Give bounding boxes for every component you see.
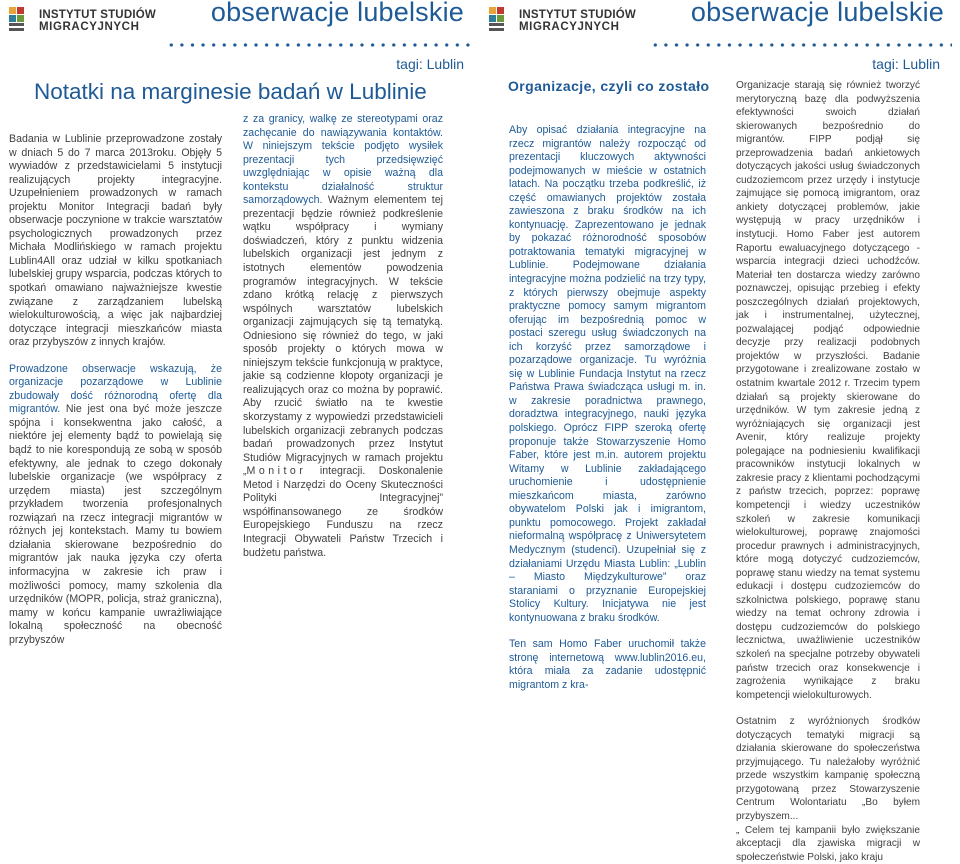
logo-line-1: INSTYTUT STUDIÓW bbox=[519, 9, 636, 21]
paragraph: Organizacje starają się również tworzyć merytoryczną bazę dla podwyższenia efektywności swoich działań skierowanych bezpośrednio do migrantów. FIPP podjął się przeprowadzenia badań ankietowych dotyczących jakości usług świadczonych cudzoziemcom przez urzędy i instytucje zajmujące się pomocą imigrantom, oraz ankiety dotyczącej problemów, jakie występują w pracy urzędników i instytucji. Homo Faber jest autorem Raportu ewaluacyjnego dotyczącego - wsparcia integracji dzieci uchodźców. Materiał ten dostarcza wiedzy zarówno poznawczej, opisując przebieg i efekty poszczególnych działań projektowych, jak i instrumentalnej, użytecznej, pozwalającej podjąć odpowiednie decyzje przy realizacji podobnych projektów w przyszłości. Badanie przygotowane i zrealizowane zostało w ostatnim kwartale 2012 r. Trzecim typem działań są projekty skierowane do urzędników. W tym zakresie jedną z wyróżniających się organizacji jest Avenir, który realizuje projekty polegające na podniesieniu kwalifikacji pracowników instytucji lokalnych w zakresie pracy z klientami pochodzącymi z państw trzecich, poprzez: poprawę kompetencji i wiedzy uczestników szkoleń w zakresie komunikacji wielokulturowej, poprawę znajomości procedur prawnych i administracyjnych, które mogą dotyczyć cudzoziemców, poprawę stanu wiedzy na temat systemu edukacji i dostępu cudzoziemców do szkolnictwa polskiego, poprawę stanu wiedzy na temat ochrony zdrowia i dostępu cudzoziemców do polskiego lecznictwa, uważliwienie uczestników szkoleń na specjalne potrzeby obywateli państw trzecich oraz konsekwencje i zagrożenia wynikające z braku kompetencji wielokulturowych. bbox=[736, 80, 920, 701]
left-page bbox=[0, 0, 480, 646]
dotted-divider bbox=[650, 42, 952, 48]
right-page bbox=[480, 0, 960, 863]
right-column-2 bbox=[736, 79, 920, 864]
logo-line-1: INSTYTUT STUDIÓW bbox=[39, 9, 156, 21]
right-column-1 bbox=[509, 124, 706, 692]
logo-line-2: MIGRACYJNYCH bbox=[39, 21, 140, 33]
logo-line-2: MIGRACYJNYCH bbox=[519, 21, 620, 33]
highlighted-intro: z za granicy, walkę ze stereotypami oraz zachęcanie do nawiązywania kontaktów. W niniejszym tekście podjęto wysiłek prezentacji tych przedsięwzięć uwzględniając w opisie ważną dla kontekstu działalność struktur samorządowych. bbox=[243, 113, 443, 207]
spaced-word: Monitor bbox=[246, 465, 307, 478]
highlighted-lead: Prowadzone obserwacje wskazują, że organizacje pozarządowe w Lublinie zbudowały dość różnorodną ofertę dla migrantów. bbox=[9, 362, 222, 416]
left-column-1 bbox=[9, 133, 222, 647]
paragraph-body: Ważnym elementem tej prezentacji będzie również podkreślenie wątku współpracy i wymiany doświadczeń, który z punktu widzenia lubelskich organizacji jest jednym z istotnych elementów powodzenia programów integracyjnych. W tekście zdano krótką relację z pierwszych wspólnych warsztatów lubelskich organizacji zajmujących się tą tematyką. Odniesiono się również do tego, w jaki sposób projekty o których mowa w niniejszym tekście funkcjonują w praktyce, jakie są codzienne kłopoty organizacji je realizujących oraz co można by poprawić. Aby rzucić światło na te kwestie skorzystamy z wypowiedzi przedstawicieli lubelskich organizacji zebranych podczas badań prowadzonych przez Instytut Studiów Migracyjnych w ramach projektu „ bbox=[243, 194, 443, 478]
section-title: Organizacje, czyli co zostało bbox=[508, 78, 710, 94]
paragraph bbox=[243, 113, 443, 560]
left-column-2 bbox=[243, 113, 443, 560]
paragraph-body: Nie jest ona być może jeszcze spójna i konsekwentna jako całość, a niektóre jej elementy bądź to powielają się bądź to nie korespondują ze sobą w sposób efektywny, ale jednak to czego dokonały lubelskie organizacje (we współpracy z urzędem miasta) jest szczególnym przykładem tworzenia profesjonalnych rozwiązań na rzecz integracji migrantów w różnych jej kontekstach. Mamy tu bowiem działania skierowane bezpośrednio do migrantów jak nauka języka czy oferta informacyjna w zakresie ich praw i możliwości pomocy, mamy szkolenia dla urzędników (MOPR, policja, straż graniczna), mamy w końcu kampanie uwrażliwiające lokalną społeczność na obecność przybyszów bbox=[9, 403, 222, 646]
tag-label[interactable]: tagi: Lublin bbox=[872, 56, 940, 72]
paragraph: Aby opisać działania integracyjne na rzecz migrantów należy rozpocząć od prezentacji kluczowych aktywności podejmowanych w mieście w ostatnich latach. Na początku trzeba podkreślić, iż część omawianych projektów została zawieszona z braku środków na ich kontynuację. Zaprezentowano je jednak by pokazać różnorodność sposobów potraktowania tematyki migracyjnej w Lublinie. Podejmowane działania integracyjne można podzielić na trzy typy, z których pierwszy obejmuje aspekty praktyczne pomocy samym migrantom oferując im bezpośrednią pomoc w postaci szeregu usług świadczonych na ich korzyść przez samorządowe i pozarządowe organizacje. Tu wyróżnia się w Lublinie Fundacja Instytut na rzecz Państwa Prawa świadcząca usługi m. in. w zakresie poradnictwa prawnego, doradztwa integracyjnego, nauki języka polskiego. Oprócz FIPP szeroką ofertę proponuje także Stowarzyszenie Homo Faber, które jest m.in. autorem projektu Witamy w Lublinie zakładającego uruchomienie i udostępnienie mieszkańcom miasta, zarówno obywatelom Polski jak i imigrantom, punktu pomocowego. Projekt zakładał nieformalną współpracę z Uniwersytetem Medycznym (studenci). Uzupełniał się z działaniami Urzędu Miasta Lublin: „Lublin – Miasto Międzykulturowe” oraz staraniami o przyznanie Europejskiej Stolicy Kultury. Inicjatywa nie jest kontynuowana z braku środków. bbox=[509, 124, 706, 624]
paragraph-tail: integracji. Doskonalenie Metod i Narzędzi do Oceny Skuteczności Polityki Integracyjnej” współfinansowanego ze środków Europejskiego Funduszu na rzecz Integracji Obywateli Państw Trzecich i budżetu państwa. bbox=[243, 465, 443, 559]
paragraph bbox=[9, 363, 222, 647]
header-title: obserwacje lubelskie bbox=[690, 0, 944, 27]
logo-mark-icon bbox=[489, 7, 513, 35]
paragraph: Badania w Lublinie przeprowadzone zostały w dniach 5 do 7 marca 2013roku. Objęły 5 wywiadów z przedstawicielami 5 instytucji realizujących projekty integracyjne. Uzupełnieniem prowadzonych w ramach projektu Monitor Integracji badań były obserwacje poczynione w trakcie warsztatów psychologicznych prowadzonych przez Michała Modlińskiego w ramach projektu Lublin4All oraz udział w kilku spotkaniach lubelskiej grupy wsparcia, podczas których to spotkań omawiano najważniejsze kwestie związane z zarządzaniem lubelską wielokulturowością, a więc jak najbardziej dotyczące integracji mieszkańców miasta oraz przybyszów z innych krajów. bbox=[9, 133, 222, 349]
header-title: obserwacje lubelskie bbox=[210, 0, 464, 27]
logo-mark-icon bbox=[9, 7, 33, 35]
paragraph: „ Celem tej kampanii było zwiększanie akceptacji dla zjawiska migracji w społeczeństwie Polski, jako kraju bbox=[736, 824, 920, 863]
paragraph: Ostatnim z wyróżnionych środków dotyczących tematyki migracji są działania skierowane do społeczeństwa przyjmującego. Tu należałoby wyróżnić przede wszystkim kampanię społeczną przygotowaną przez Stowarzyszenie Centrum Wolontariatu „Bo byłem przybyszem... bbox=[736, 716, 920, 822]
article-title: Notatki na marginesie badań w Lublinie bbox=[34, 79, 427, 104]
dotted-divider bbox=[166, 42, 472, 48]
institute-logo bbox=[489, 7, 636, 35]
paragraph: Ten sam Homo Faber uruchomił także stronę internetową www.lublin2016.eu, która miała za zadanie udostępnić migrantom z kra- bbox=[509, 638, 706, 691]
institute-logo bbox=[9, 7, 156, 35]
tag-label[interactable]: tagi: Lublin bbox=[396, 56, 464, 72]
